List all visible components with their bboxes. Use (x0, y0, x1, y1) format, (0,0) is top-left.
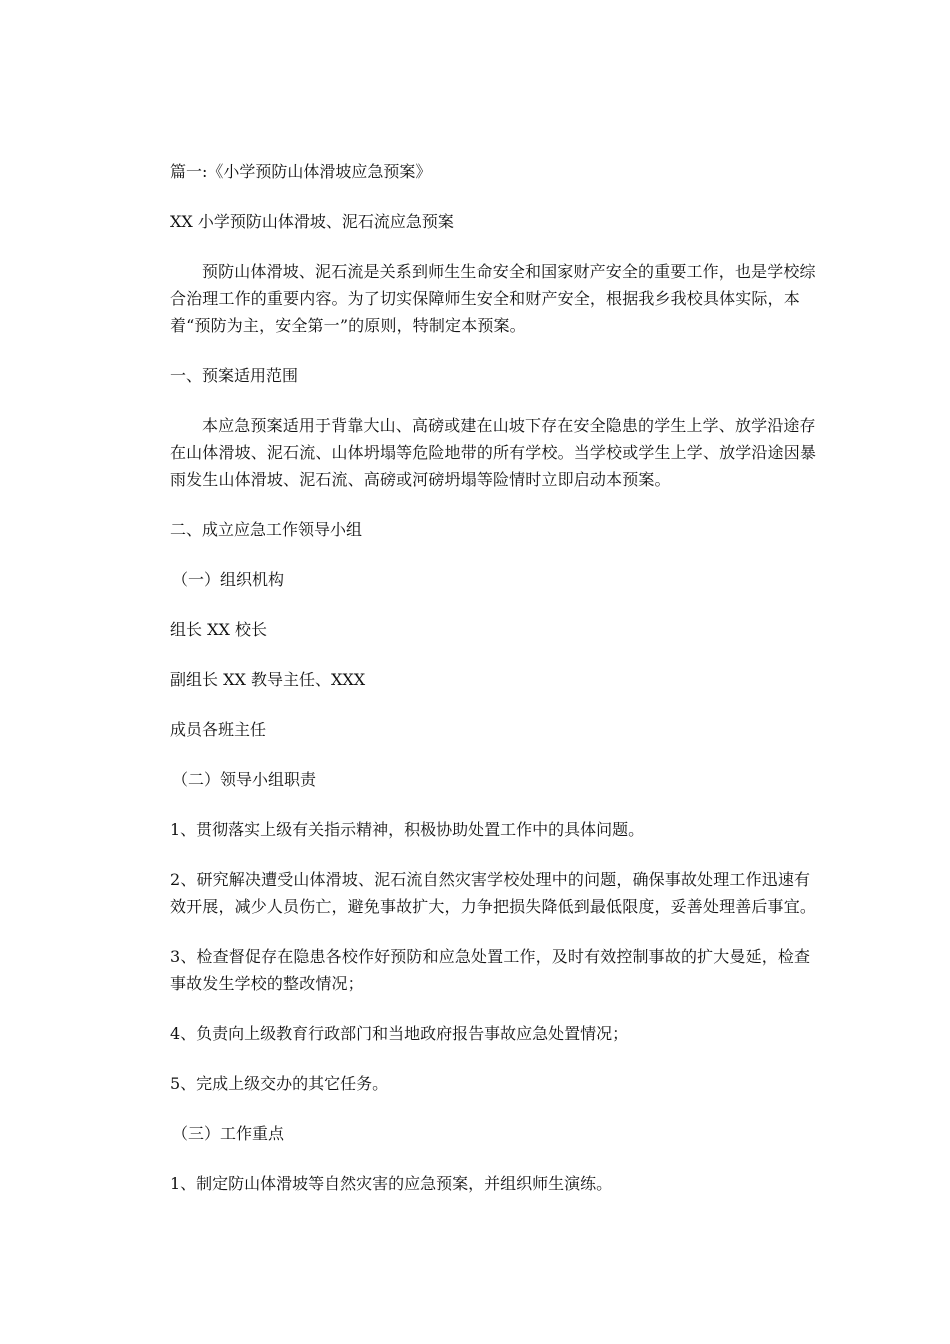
deputy-leader-line: 副组长 XX 教导主任、XXX (170, 670, 366, 689)
members-line: 成员各班主任 (170, 720, 267, 739)
duty-item: 5、完成上级交办的其它任务。 (170, 1074, 389, 1093)
subsection-3-title: （三）工作重点 (172, 1124, 285, 1143)
duty-item: 1、贯彻落实上级有关指示精神，积极协助处置工作中的具体问题。 (170, 820, 645, 839)
focus-item: 1、制定防山体滑坡等自然灾害的应急预案，并组织师生演练。 (170, 1174, 613, 1193)
intro-paragraph: 预防山体滑坡、泥石流是关系到师生生命安全和国家财产安全的重要工作，也是学校综合治理工作的重要内容。为了切实保障师生安全和财产安全，根据我乡我校具体实际，本着“预防为主，安全第一”的原则，特制定本预案。 (170, 262, 816, 335)
leader-line: 组长 XX 校长 (170, 620, 267, 639)
document-subtitle: XX 小学预防山体滑坡、泥石流应急预案 (170, 212, 454, 231)
section-1-title: 一、预案适用范围 (170, 366, 299, 385)
duty-item: 4、负责向上级教育行政部门和当地政府报告事故应急处置情况； (170, 1024, 629, 1043)
duty-item: 3、检查督促存在隐患各校作好预防和应急处置工作，及时有效控制事故的扩大曼延，检查事故发生学校的整改情况； (170, 947, 811, 993)
section-2-title: 二、成立应急工作领导小组 (170, 520, 363, 539)
duty-item: 2、研究解决遭受山体滑坡、泥石流自然灾害学校处理中的问题，确保事故处理工作迅速有效开展，减少人员伤亡，避免事故扩大，力争把损失降低到最低限度，妥善处理善后事宜。 (170, 870, 817, 916)
subsection-2-title: （二）领导小组职责 (172, 770, 317, 789)
section-1-text: 本应急预案适用于背靠大山、高磅或建在山坡下存在安全隐患的学生上学、放学沿途存在山体滑坡、泥石流、山体坍塌等危险地带的所有学校。当学校或学生上学、放学沿途因暴雨发生山体滑坡、泥石流、高磅或河磅坍塌等险情时立即启动本预案。 (170, 416, 817, 489)
document-content (170, 158, 818, 1220)
subsection-1-title: （一）组织机构 (172, 570, 285, 589)
document-heading: 篇一:《小学预防山体滑坡应急预案》 (170, 162, 432, 181)
